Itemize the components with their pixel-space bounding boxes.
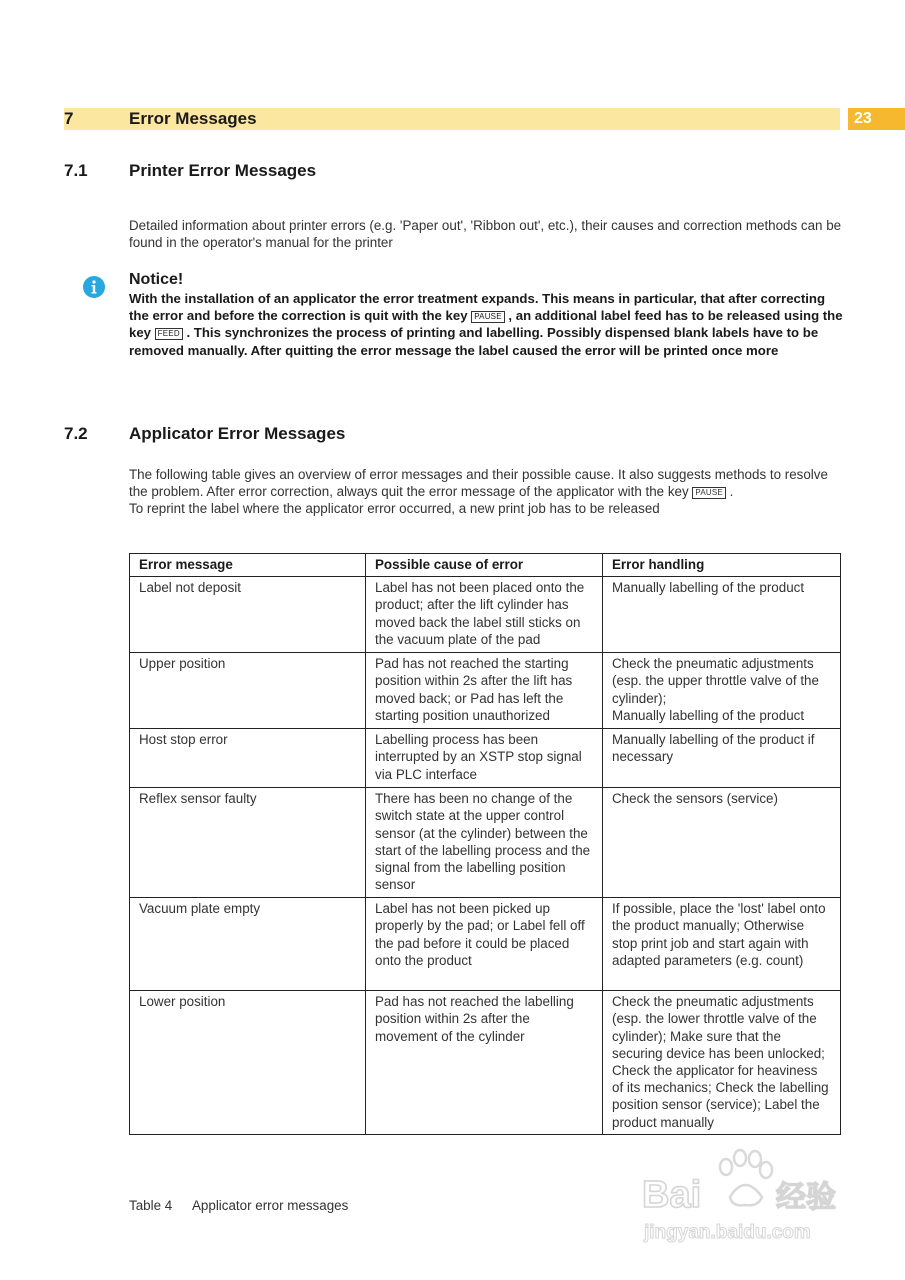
svg-text:经验: 经验 — [776, 1181, 836, 1214]
notice-body: With the installation of an applicator the error treatment expands. This means in particular, that after correcting the error and before the correction is quit with the key PAUSE , an additional label feed has to be released using the key FEED . This synchronizes the process of printing and labelling. Possibly dispensed blank labels have to be removed manually. After quitting the error message the label caused the error will be printed once more — [129, 291, 843, 358]
error-message-cell: Lower position — [130, 991, 366, 1135]
info-icon — [82, 275, 106, 299]
column-header: Error handling — [603, 554, 841, 577]
svg-text:Bai: Bai — [642, 1174, 702, 1216]
error-message-cell: Label not deposit — [130, 577, 366, 653]
baidu-jingyan-watermark — [640, 1145, 855, 1250]
error-message-cell: Vacuum plate empty — [130, 898, 366, 991]
handling-cell: Check the pneumatic adjustments (esp. the lower throttle valve of the cylinder); Make sure that the securing device has been unlocked; Check the applicator for heaviness of its mechanics; Check the labelling position sensor (service); Label the product manually — [603, 991, 841, 1135]
handling-cell: Check the pneumatic adjustments (esp. the upper throttle valve of the cylinder); Manually labelling of the product — [603, 653, 841, 729]
handling-cell: If possible, place the 'lost' label onto the product manually; Otherwise stop print job and start again with adapted parameters (e.g. count) — [603, 898, 841, 991]
error-message-cell: Reflex sensor faulty — [130, 788, 366, 898]
error-message-cell: Upper position — [130, 653, 366, 729]
notice-title: Notice! — [129, 271, 184, 288]
table-header-row — [130, 554, 841, 577]
cause-cell: Pad has not reached the starting position within 2s after the lift has moved back; or Pad has left the starting position unauthorized — [366, 653, 603, 729]
chapter-header-bar — [64, 108, 840, 130]
page-number-badge — [848, 108, 905, 130]
section-number: 7.2 — [64, 424, 88, 443]
handling-cell: Check the sensors (service) — [603, 788, 841, 898]
cause-cell: Pad has not reached the labelling position within 2s after the movement of the cylinder — [366, 991, 603, 1135]
table-row — [130, 729, 841, 788]
table-row — [130, 991, 841, 1135]
applicator-errors-intro: The following table gives an overview of error messages and their possible cause. It also suggests methods to resolve the problem. After error correction, always quit the error message of the applicator with the key PAUSE . To reprint the label where the applicator error occurred, a new print job has to be released — [129, 467, 828, 516]
cause-cell: Label has not been picked up properly by the pad; or Label fell off the pad before it could be placed onto the product — [366, 898, 603, 991]
page-number: 23 — [854, 110, 872, 127]
handling-cell: Manually labelling of the product — [603, 577, 841, 653]
section-title: Printer Error Messages — [129, 161, 317, 180]
table-row — [130, 898, 841, 991]
svg-text:jingyan.baidu.com: jingyan.baidu.com — [644, 1222, 811, 1243]
table-row — [130, 653, 841, 729]
section-number: 7.1 — [64, 161, 88, 180]
caption-label: Table 4 — [129, 1198, 173, 1213]
printer-errors-paragraph: Detailed information about printer errors (e.g. 'Paper out', 'Ribbon out', etc.), their causes and correction methods can be found in the operator's manual for the printer — [129, 218, 842, 250]
section-title: Applicator Error Messages — [129, 424, 346, 443]
cause-cell: Label has not been placed onto the product; after the lift cylinder has moved back the label still sticks on the vacuum plate of the pad — [366, 577, 603, 653]
chapter-title: Error Messages — [129, 109, 257, 128]
cause-cell: There has been no change of the switch state at the upper control sensor (at the cylinder) between the start of the labelling process and the signal from the labelling position sensor — [366, 788, 603, 898]
column-header: Error message — [130, 554, 366, 577]
feed-key: FEED — [155, 328, 183, 340]
chapter-number: 7 — [64, 109, 74, 128]
pause-key: PAUSE — [471, 311, 505, 323]
pause-key: PAUSE — [692, 487, 726, 499]
error-message-cell: Host stop error — [130, 729, 366, 788]
column-header: Possible cause of error — [366, 554, 603, 577]
cause-cell: Labelling process has been interrupted by an XSTP stop signal via PLC interface — [366, 729, 603, 788]
handling-cell: Manually labelling of the product if necessary — [603, 729, 841, 788]
applicator-error-table — [129, 553, 841, 1135]
table-caption — [129, 1198, 348, 1213]
table-row — [130, 577, 841, 653]
table-row — [130, 788, 841, 898]
caption-text: Applicator error messages — [192, 1198, 349, 1213]
